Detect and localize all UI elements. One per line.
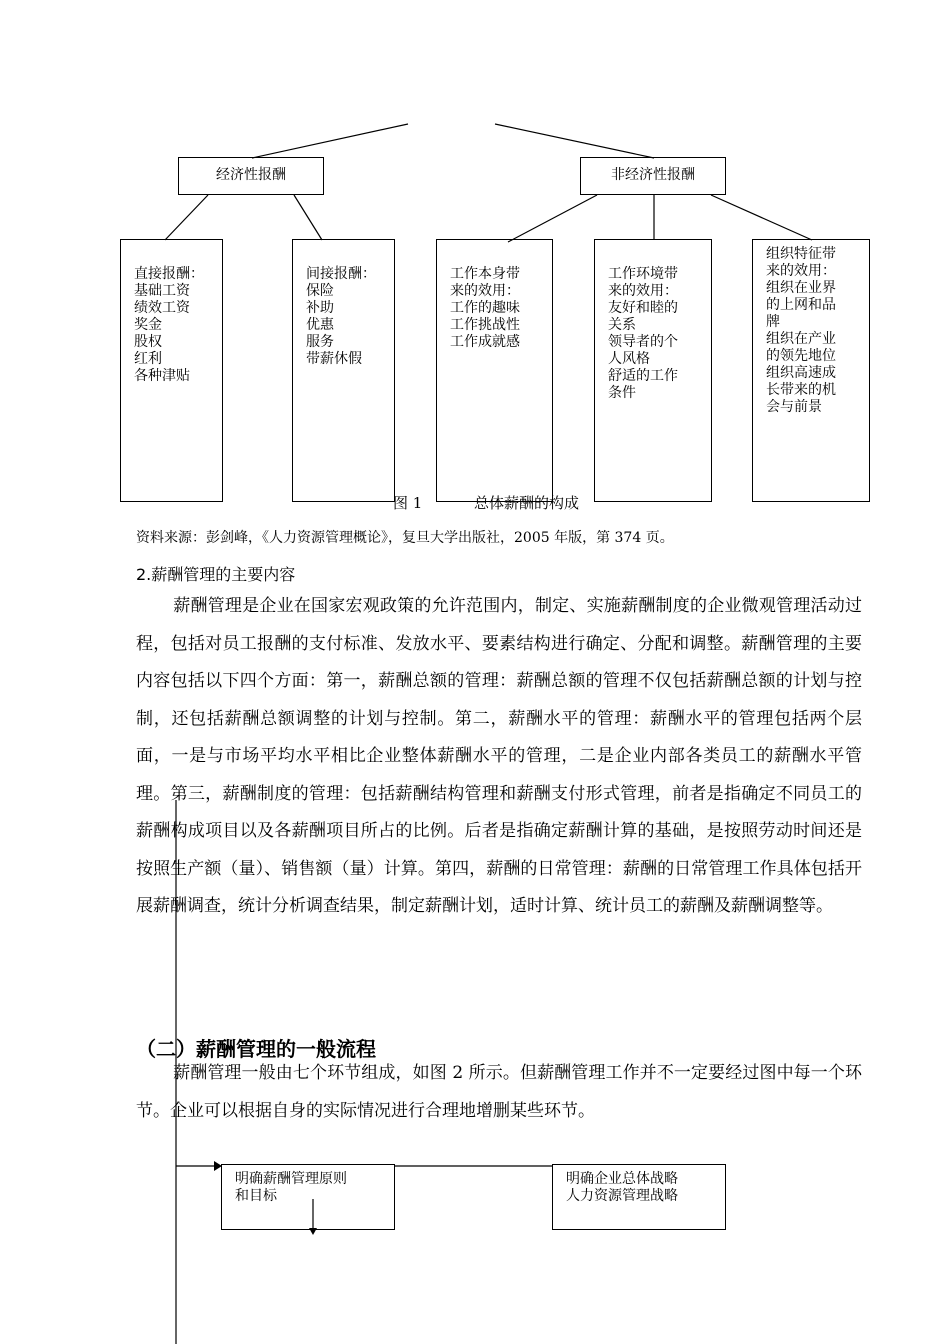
flow-box-line: 明确薪酬管理原则 [235,1171,347,1187]
leaf-item: 友好和睦的 [608,300,678,316]
economic-reward-box [178,157,324,195]
work-itself-box [436,239,553,502]
leaf-item: 工作的趣味 [450,300,520,316]
leaf-item: 条件 [608,385,636,401]
leaf-item: 各种津贴 [134,368,190,384]
leaf-item: 人风格 [608,351,650,367]
section2-paragraph [136,588,862,926]
leaf-title: 直接报酬： [134,266,204,282]
indirect-reward-box [292,239,395,502]
flow-box-line: 明确企业总体战略 [566,1171,678,1187]
leaf-item: 基础工资 [134,283,190,299]
leaf-item: 来的效用： [608,283,678,299]
leaf-item: 组织高速成 [766,365,836,381]
economic-reward-label: 经济性报酬 [216,167,286,183]
figure1-source: 资料来源：彭剑峰，《人力资源管理概论》，复旦大学出版社，2005 年版，第 374 页。 [136,530,674,546]
section2-paragraph-text: 薪酬管理是企业在国家宏观政策的允许范围内，制定、实施薪酬制度的企业微观管理活动过程，包括对员工报酬的支付标准、发放水平、要素结构进行确定、分配和调整。薪酬管理的主要内容包括以下四个方面：第一，薪酬总额的管理：薪酬总额的管理不仅包括薪酬总额的计划与控制，还包括薪酬总额调整的计划与控制。第二，薪酬水平的管理：薪酬水平的管理包括两个层面，一是与市场平均水平相比企业整体薪酬水平的管理，二是企业内部各类员工的薪酬水平管理。第三，薪酬制度的管理：包括薪酬结构管理和薪酬支付形式管理，前者是指确定不同员工的薪酬构成项目以及各薪酬项目所占的比例。后者是指确定薪酬计算的基础，是按照劳动时间还是按照生产额（量）、销售额（量）计算。第四，薪酬的日常管理：薪酬的日常管理工作具体包括开展薪酬调查，统计分析调查结果，制定薪酬计划，适时计算、统计员工的薪酬及薪酬调整等。 [136,596,862,916]
leaf-item: 的上网和品 [766,297,836,313]
leaf-item: 绩效工资 [134,300,190,316]
leaf-item: 组织在产业 [766,331,836,347]
leaf-item: 带薪休假 [306,351,362,367]
leaf-item: 保险 [306,283,334,299]
figure1-caption-number: 图 1 [393,494,423,512]
leaf-item: 来的效用： [766,263,836,279]
section-b-paragraph [136,1055,862,1130]
leaf-item: 会与前景 [766,399,822,415]
leaf-title: 工作环境带 [608,266,678,282]
figure1-caption-text: 总体薪酬的构成 [474,494,580,512]
flow-box-line: 人力资源管理战略 [566,1188,678,1204]
leaf-item: 服务 [306,334,334,350]
leaf-item: 工作挑战性 [450,317,520,333]
flow-box-strategy [552,1164,726,1230]
leaf-item: 工作成就感 [450,334,520,350]
leaf-item: 优惠 [306,317,334,333]
leaf-item: 关系 [608,317,636,333]
organization-feature-box [752,239,870,502]
leaf-item: 来的效用： [450,283,520,299]
leaf-item: 股权 [134,334,162,350]
leaf-item: 牌 [766,314,780,330]
non-economic-reward-box [580,157,726,195]
flow-box-principles [221,1164,395,1230]
leaf-item: 舒适的工作 [608,368,678,384]
section-b-paragraph-text: 薪酬管理一般由七个环节组成，如图 2 所示。但薪酬管理工作并不一定要经过图中每一个环节。企业可以根据自身的实际情况进行合理地增删某些环节。 [136,1063,862,1121]
work-environment-box [594,239,712,502]
leaf-item: 补助 [306,300,334,316]
leaf-item: 长带来的机 [766,382,836,398]
leaf-item: 的领先地位 [766,348,836,364]
direct-reward-box [120,239,223,502]
leaf-item: 领导者的个 [608,334,678,350]
leaf-item: 奖金 [134,317,162,333]
section-b-heading: （二）薪酬管理的一般流程 [136,1037,376,1061]
flow-box-line: 和目标 [235,1188,277,1204]
leaf-title: 工作本身带 [450,266,520,282]
leaf-title: 间接报酬： [306,266,376,282]
leaf-item: 组织在业界 [766,280,836,296]
leaf-title: 组织特征带 [766,246,836,262]
leaf-item: 红利 [134,351,162,367]
section2-heading: 2.薪酬管理的主要内容 [136,565,296,584]
non-economic-reward-label: 非经济性报酬 [611,167,695,183]
